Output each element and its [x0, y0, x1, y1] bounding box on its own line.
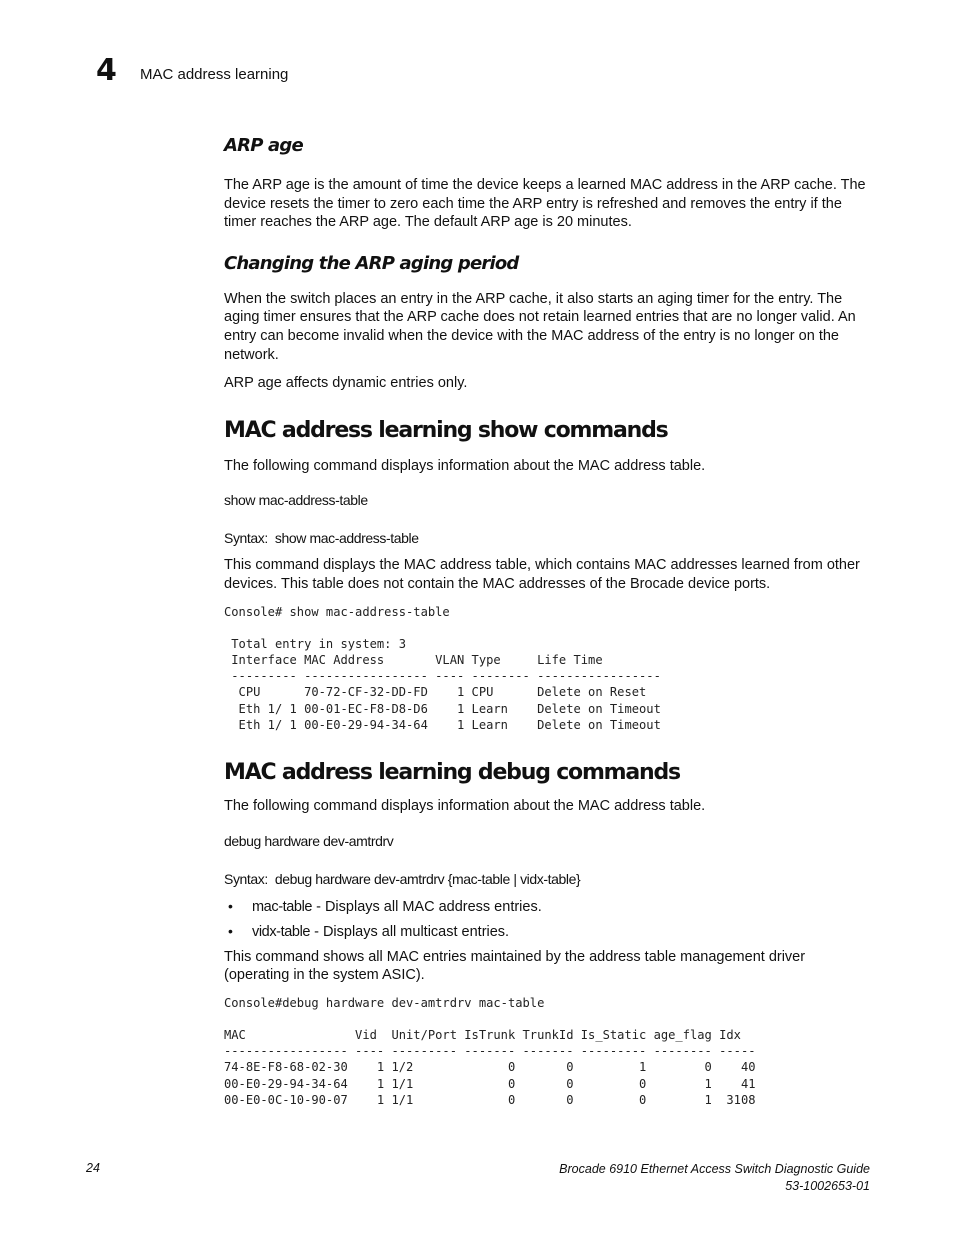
footer-doc-title: Brocade 6910 Ethernet Access Switch Diagnostic Guide — [559, 1162, 870, 1176]
show-console-prompt: Console# show mac-address-table — [224, 604, 450, 619]
option-desc: - Displays all multicast entries. — [310, 923, 510, 940]
debug-options-list — [224, 898, 874, 948]
debug-command-syntax: Syntax: debug hardware dev-amtrdrv {mac-table | vidx-table} — [224, 870, 581, 887]
list-item — [224, 923, 874, 948]
chapter-title: MAC address learning — [140, 66, 289, 83]
list-item — [224, 898, 874, 923]
bullet-icon: • — [228, 922, 233, 939]
aging-period-paragraph: When the switch places an entry in the ARP cache, it also starts an aging timer for the entry. The aging timer ensures that the ARP cache does not retain learned entries that are no longer valid. An entry can become invalid when the device with the MAC address of the entry is no longer on the network. — [224, 290, 856, 363]
heading-arp-age: ARP age — [224, 135, 303, 156]
aging-dynamic-note: ARP age affects dynamic entries only. — [224, 375, 468, 392]
footer-doc-info — [559, 1161, 870, 1194]
option-term: mac-table — [252, 898, 313, 915]
heading-debug-commands: MAC address learning debug commands — [224, 759, 680, 785]
show-command-name: show mac-address-table — [224, 492, 368, 509]
show-command-syntax: Syntax: show mac-address-table — [224, 530, 419, 547]
chapter-number: 4 — [96, 53, 117, 88]
bullet-icon: • — [228, 897, 233, 914]
debug-console-prompt: Console#debug hardware dev-amtrdrv mac-table — [224, 995, 545, 1010]
show-intro: The following command displays information about the MAC address table. — [224, 457, 706, 474]
show-description: This command displays the MAC address table, which contains MAC addresses learned from other devices. This table does not contain the MAC addresses of the Brocade device ports. — [224, 557, 860, 592]
debug-description: This command shows all MAC entries maintained by the address table management driver (operating in the system ASIC). — [224, 948, 806, 984]
page-content — [224, 130, 874, 1108]
option-term: vidx-table — [252, 923, 311, 940]
debug-command-name: debug hardware dev-amtrdrv — [224, 832, 394, 849]
show-console-output: Total entry in system: 3 Interface MAC Address VLAN Type Life Time --------- ----------------- ---- -------- ----------------- CPU 70-72-CF-32-DD-FD 1 CPU Delete on Reset Eth 1/ 1 00-01-EC-F8-D8-D6 1 Learn Delete on Timeout Eth 1/ 1 00-E0-29-94-34-64 1 Learn Delete on Timeout — [231, 636, 661, 732]
arp-age-paragraph: The ARP age is the amount of time the device keeps a learned MAC address in the ARP cache. The device resets the timer to zero each time the ARP entry is refreshed and removes the entry if the timer reaches the ARP age. The default ARP age is 20 minutes. — [224, 177, 866, 231]
option-desc: - Displays all MAC address entries. — [312, 898, 542, 915]
heading-show-commands: MAC address learning show commands — [224, 417, 668, 443]
debug-intro: The following command displays information about the MAC address table. — [224, 797, 706, 814]
debug-console-output: MAC Vid Unit/Port IsTrunk TrunkId Is_Static age_flag Idx ----------------- ---- --------- ------- ------- --------- -------- ----- 74-8E-F8-68-02-30 1 1/2 0 0 1 0 40 00-E0-29-94-34-64 1 1/1 0 0 0 1 41 00-E0-0C-10-90-07 1 1/1 0 0 0 1 3108 — [224, 1027, 756, 1107]
page-number: 24 — [86, 1161, 100, 1175]
heading-changing-arp-aging: Changing the ARP aging period — [224, 252, 519, 274]
footer-doc-number: 53-1002653-01 — [785, 1178, 870, 1193]
